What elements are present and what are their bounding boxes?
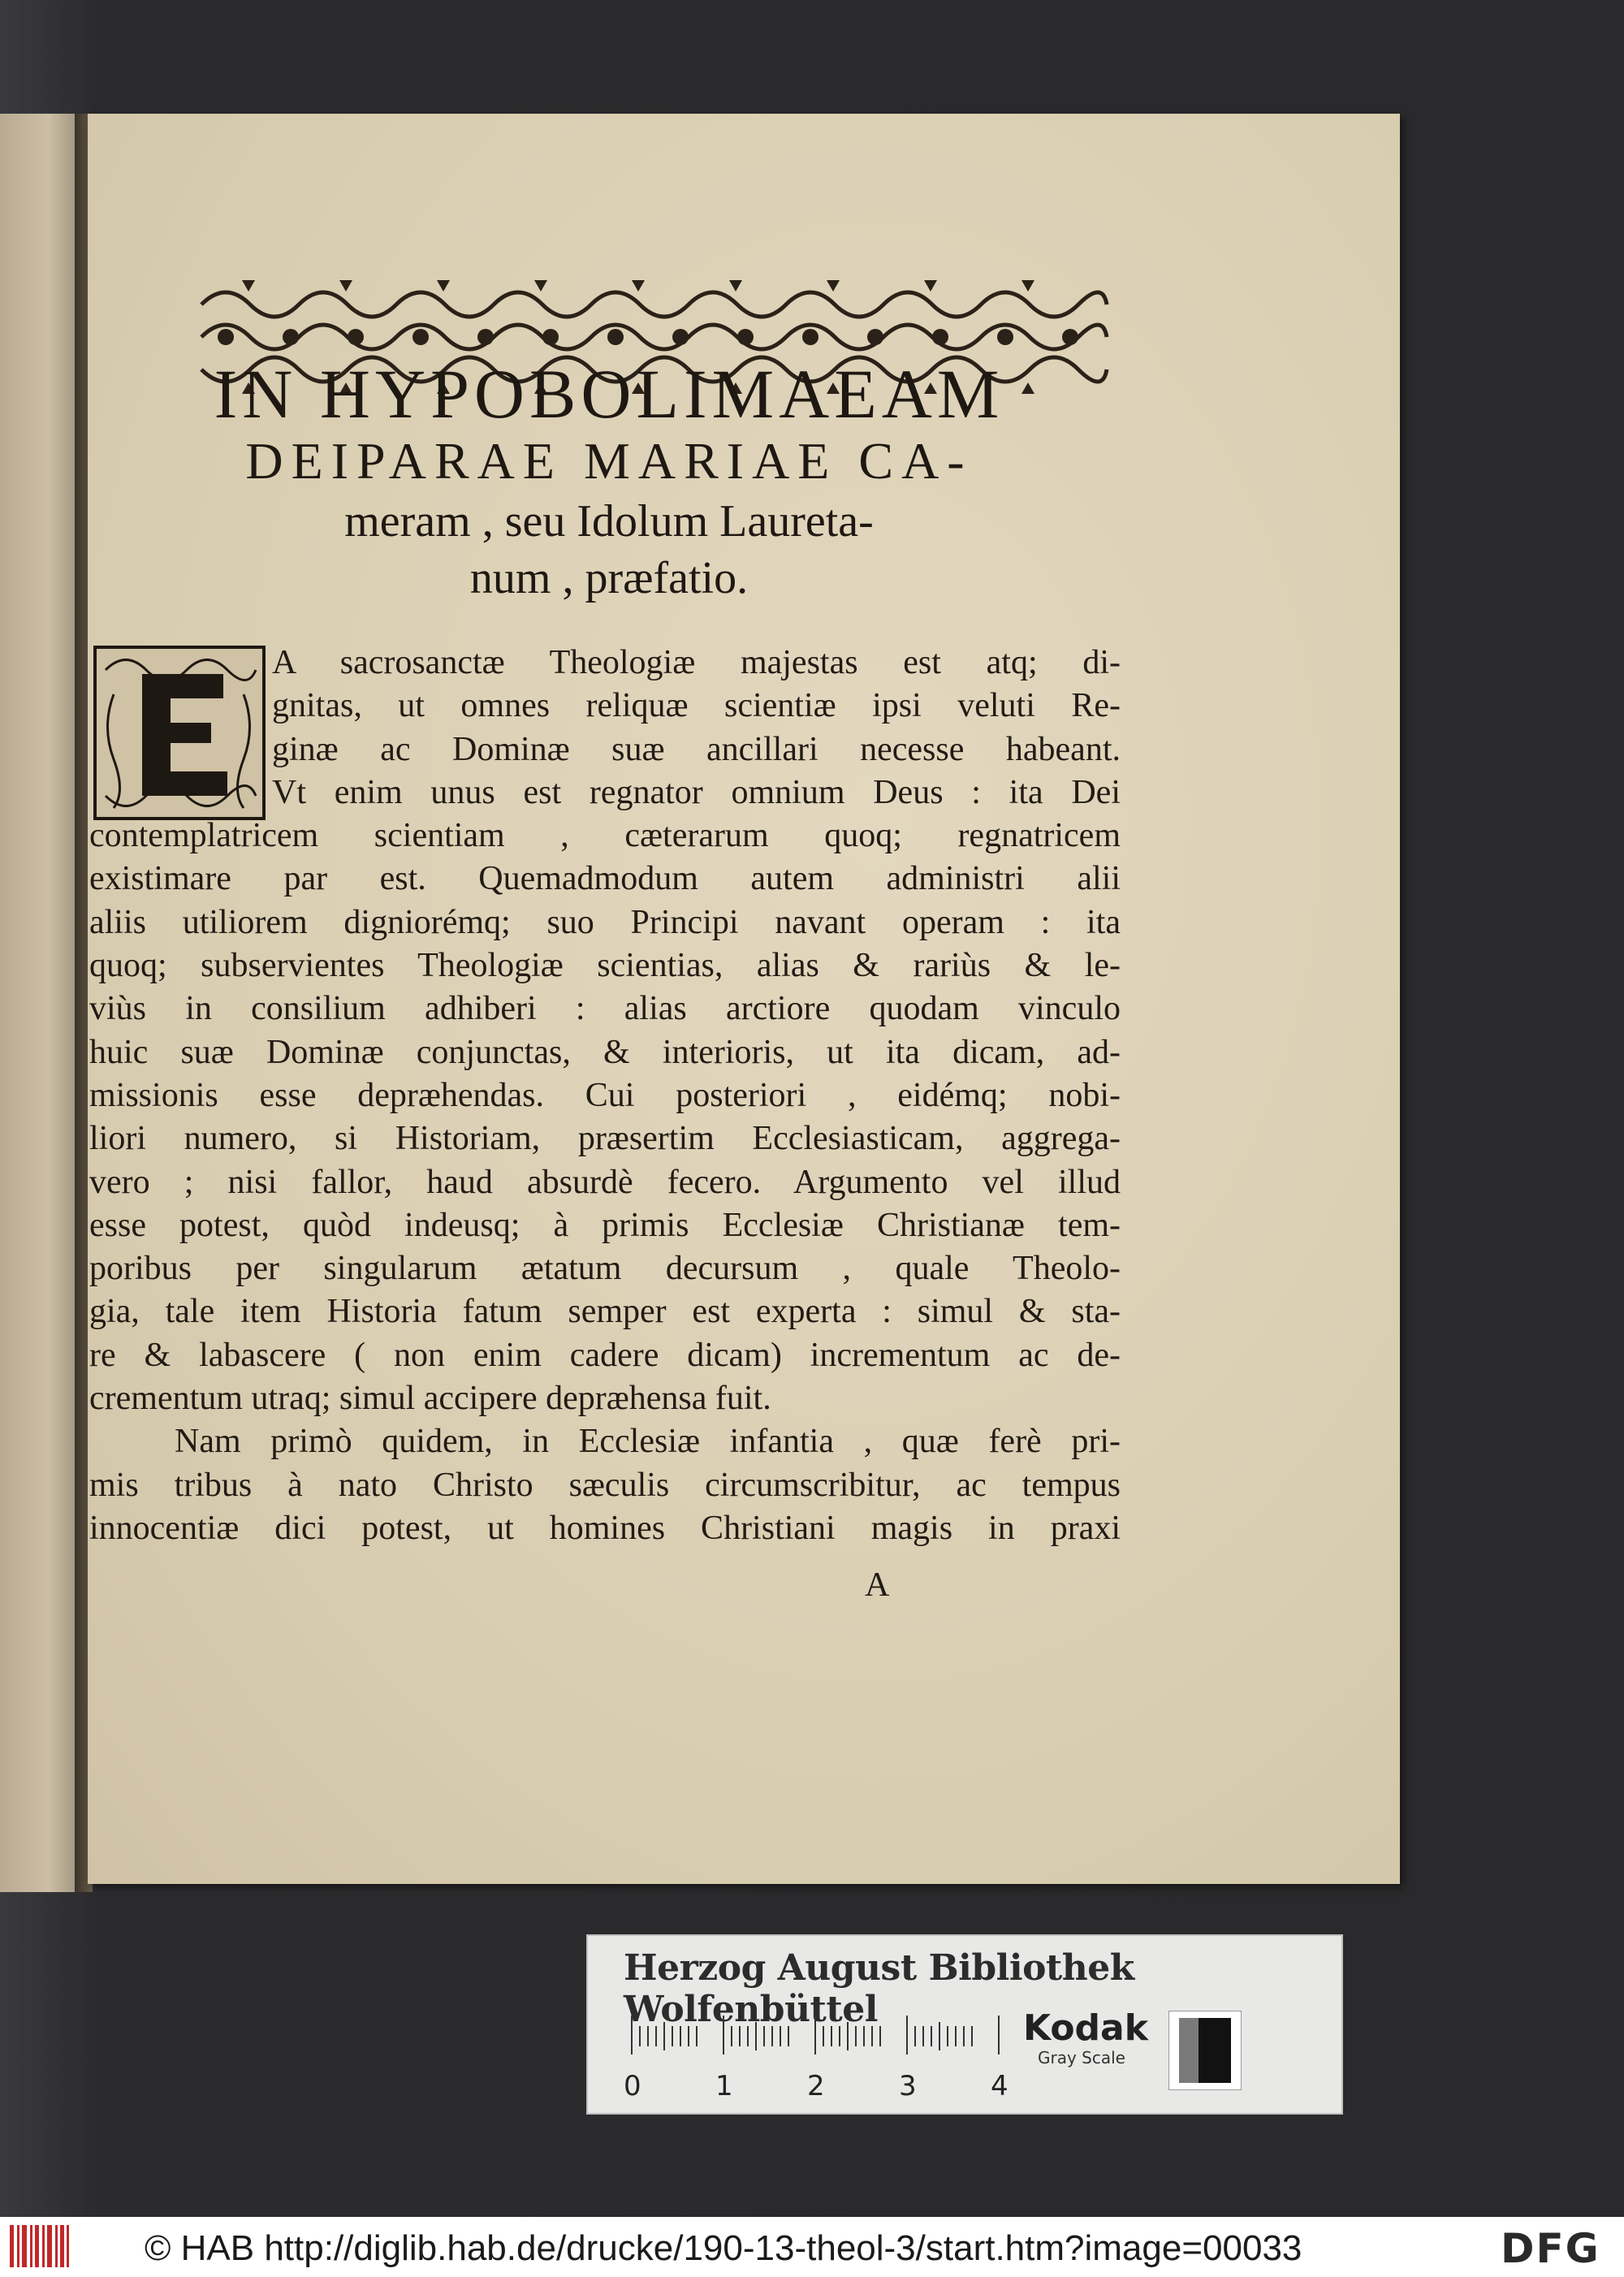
body-line: existimare par est. Quemadmodum autem administri alii xyxy=(89,860,1121,898)
dfg-logo: DFG xyxy=(1501,2225,1600,2272)
signature-mark: A xyxy=(865,1566,890,1604)
body-line: mis tribus à nato Christo sæculis circumscribitur, ac tempus xyxy=(89,1466,1121,1504)
body-line: aliis utiliorem digniorémq; suo Principi navant operam : ita xyxy=(89,903,1121,941)
chapter-title xyxy=(81,357,1137,607)
body-line: gnitas, ut omnes reliquæ scientiæ ipsi veluti Re- xyxy=(272,687,1121,725)
body-line: A sacrosanctæ Theologiæ majestas est atq; di- xyxy=(272,644,1121,681)
body-line: re & labascere ( non enim cadere dicam) incrementum ac de- xyxy=(89,1336,1121,1374)
black-patch xyxy=(1199,2018,1231,2083)
mid-gray-patch xyxy=(1179,2018,1199,2083)
body-line: missionis esse depræhendas. Cui posteriori , eidémq; nobi- xyxy=(89,1076,1121,1114)
gray-scale-swatch xyxy=(1168,2011,1242,2090)
body-line: esse potest, quòd indeusq; à primis Ecclesiæ Christianæ tem- xyxy=(89,1206,1121,1244)
ruler-number-1: 1 xyxy=(715,2070,733,2102)
footer-bar xyxy=(0,2217,1624,2277)
body-line: innocentiæ dici potest, ut homines Christiani magis in praxi xyxy=(89,1509,1121,1547)
body-line: contemplatricem scientiam , cæterarum quoq; regnatricem xyxy=(89,817,1121,855)
ruler-number-0: 0 xyxy=(624,2070,641,2102)
body-line: vero ; nisi fallor, haud absurdè fecero. Argumento vel illud xyxy=(89,1163,1121,1201)
body-line: ginæ ac Dominæ suæ ancillari necesse habeant. xyxy=(272,730,1121,768)
body-line: viùs in consilium adhiberi : alias arctiore quodam vinculo xyxy=(89,990,1121,1028)
body-line: poribus per singularum ætatum decursum , quale Theolo- xyxy=(89,1250,1121,1288)
title-line-2: DEIPARAE MARIAE CA- xyxy=(245,432,973,490)
ruler-number-3: 3 xyxy=(899,2070,917,2102)
body-line: liori numero, si Historiam, præsertim Ecclesiasticam, aggrega- xyxy=(89,1120,1121,1158)
body-line: Vt enim unus est regnator omnium Deus : ita Dei xyxy=(272,773,1121,811)
source-url-link[interactable]: © HAB http://diglib.hab.de/drucke/190-13-theol-3/start.htm?image=00033 xyxy=(145,2228,1302,2268)
body-line: gia, tale item Historia fatum semper est experta : simul & sta- xyxy=(89,1293,1121,1331)
ruler-scale xyxy=(624,2014,1030,2103)
barcode-icon xyxy=(10,2225,70,2267)
color-reference-card xyxy=(586,1934,1343,2115)
body-line: quoq; subservientes Theologiæ scientias, alias & rariùs & le- xyxy=(89,947,1121,985)
title-line-3: meram , seu Idolum Laureta- xyxy=(344,496,874,547)
ruler-number-4: 4 xyxy=(991,2070,1009,2102)
title-line-1: IN HYPOBOLIMAEAM xyxy=(214,355,1004,433)
body-line: Nam primò quidem, in Ecclesiæ infantia , quæ ferè pri- xyxy=(175,1423,1121,1461)
ruler-number-2: 2 xyxy=(807,2070,825,2102)
body-line: crementum utraq; simul accipere depræhensa fuit. xyxy=(89,1380,771,1418)
body-line: huic suæ Dominæ conjunctas, & interioris, ut ita dicam, ad- xyxy=(89,1033,1121,1071)
gray-scale-label: Gray Scale xyxy=(1038,2048,1125,2067)
kodak-brand: Kodak xyxy=(1023,2007,1148,2049)
previous-page-edge xyxy=(0,114,81,1892)
institution-name: Herzog August Bibliothek Wolfenbüttel xyxy=(624,1947,1134,2030)
body-text xyxy=(89,642,1121,1550)
title-line-4: num , præfatio. xyxy=(469,553,749,604)
